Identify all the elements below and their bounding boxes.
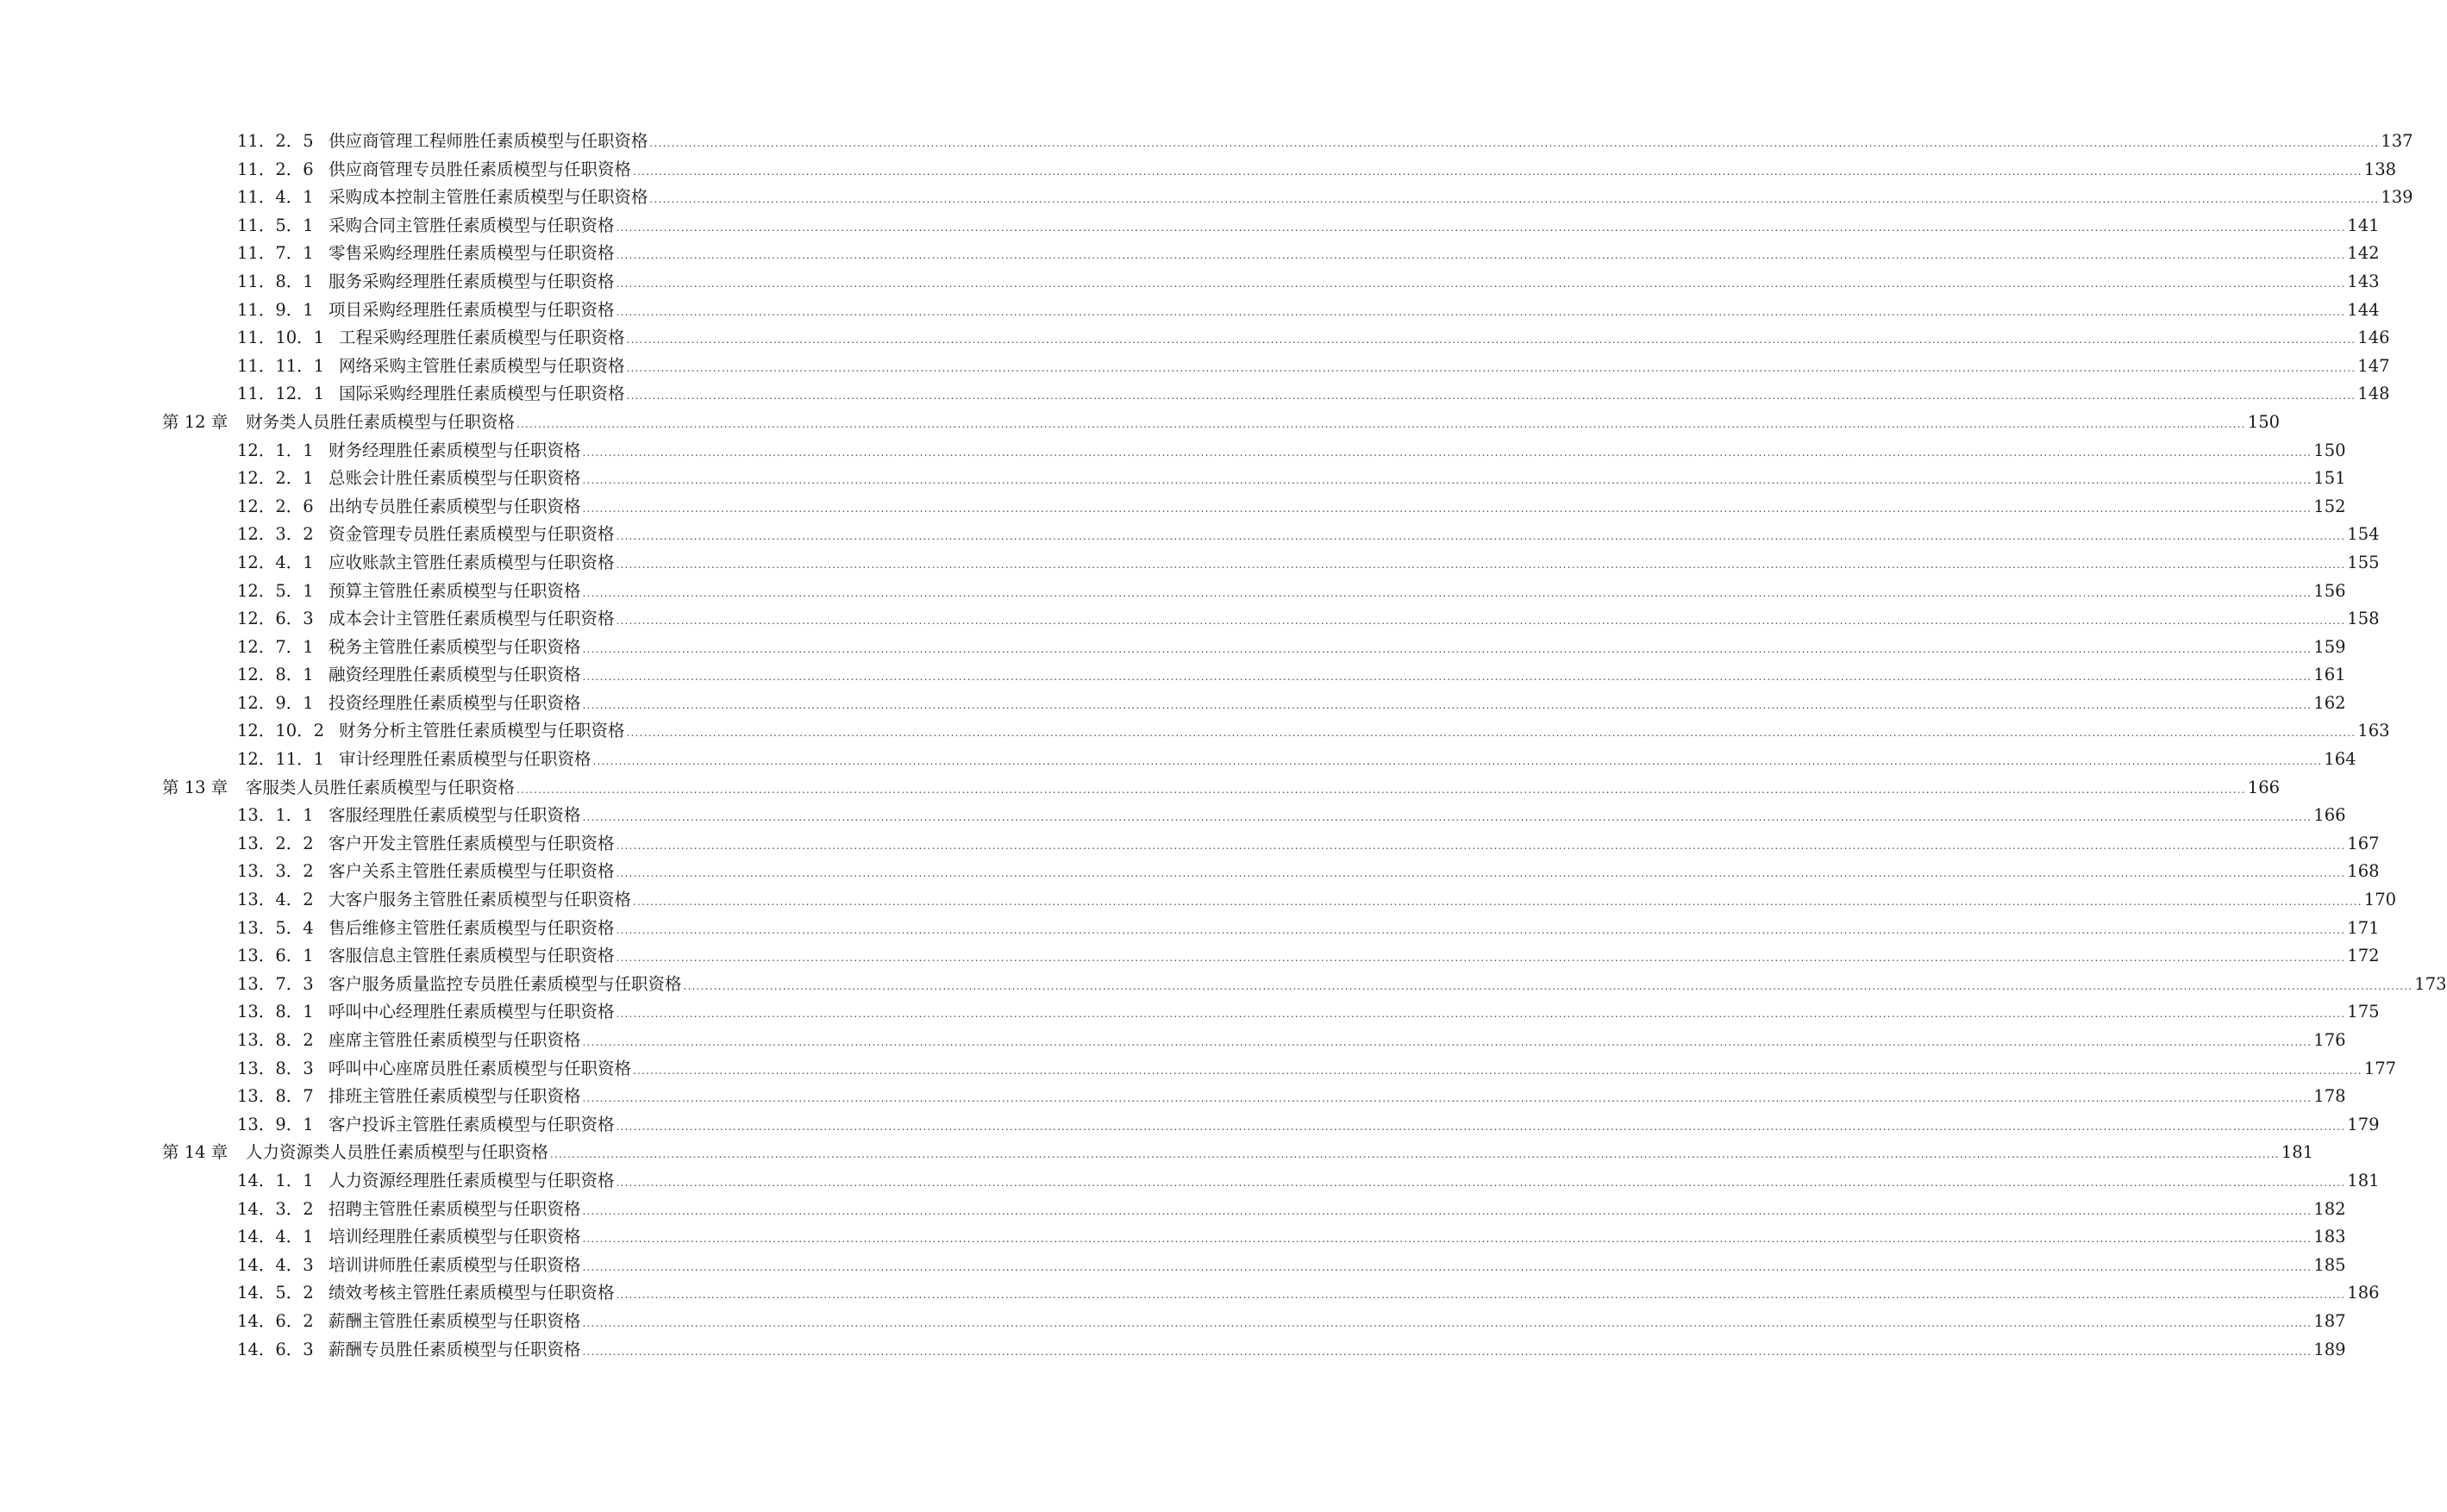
toc-entry-title: 采购合同主管胜任素质模型与任职资格	[329, 215, 615, 235]
toc-section-entry[interactable]	[0, 128, 2413, 156]
toc-entry-number: 11．8．1	[237, 271, 314, 291]
toc-entry-title-row	[329, 212, 2380, 242]
toc-entry-title-row	[329, 1223, 2346, 1253]
toc-entry-number: 14．4．1	[237, 1227, 314, 1247]
toc-entry-title: 网络采购主管胜任素质模型与任职资格	[339, 355, 625, 376]
toc-section-entry[interactable]	[0, 1336, 2346, 1365]
toc-entry-page-number: 175	[2347, 1002, 2380, 1022]
toc-section-entry[interactable]	[0, 1027, 2346, 1055]
toc-entry-title: 售后维修主管胜任素质模型与任职资格	[329, 917, 615, 938]
toc-section-entry[interactable]	[0, 746, 2356, 774]
toc-entry-title-row	[329, 971, 2447, 1001]
toc-entry-title-row	[246, 1139, 2314, 1169]
toc-entry-page-number: 151	[2313, 468, 2346, 489]
toc-entry-title: 供应商管理工程师胜任素质模型与任职资格	[329, 131, 648, 151]
dot-leader: ................................................................................................................................................................................................................................................................................................................................................................................................................	[582, 502, 2312, 515]
dot-leader: ................................................................................................................................................................................................................................................................................................................................................................................................................	[516, 783, 2246, 796]
toc-entry-title-row	[329, 634, 2346, 664]
toc-entry-number: 12．2．6	[237, 496, 314, 516]
toc-entry-number: 13．2．2	[237, 833, 314, 853]
toc-section-entry[interactable]	[0, 605, 2380, 634]
toc-section-entry[interactable]	[0, 324, 2390, 353]
dot-leader: ................................................................................................................................................................................................................................................................................................................................................................................................................	[582, 1204, 2312, 1217]
toc-entry-title-row	[329, 156, 2397, 186]
toc-entry-page-number: 167	[2347, 833, 2380, 853]
toc-entry-page-number: 189	[2313, 1339, 2346, 1359]
toc-entry-title: 客户关系主管胜任素质模型与任职资格	[329, 861, 615, 882]
toc-entry-number: 11．2．6	[237, 159, 314, 179]
toc-entry-title-row	[329, 268, 2380, 298]
toc-entry-page-number: 185	[2313, 1254, 2346, 1275]
toc-section-entry[interactable]	[0, 493, 2346, 522]
toc-entry-page-number: 161	[2313, 665, 2346, 685]
toc-entry-number: 11．12．1	[237, 384, 325, 404]
toc-entry-title-row	[329, 942, 2380, 972]
toc-entry-title: 薪酬主管胜任素质模型与任职资格	[329, 1310, 581, 1331]
toc-section-entry[interactable]	[0, 353, 2390, 381]
toc-entry-title: 呼叫中心经理胜任素质模型与任职资格	[329, 1002, 615, 1022]
toc-entry-title-row	[329, 1111, 2380, 1141]
toc-entry-number: 第 14 章	[162, 1142, 228, 1163]
toc-section-entry[interactable]	[0, 1055, 2397, 1084]
toc-entry-title-row	[329, 297, 2380, 327]
toc-entry-title: 大客户服务主管胜任素质模型与任职资格	[329, 890, 632, 910]
toc-entry-title: 服务采购经理胜任素质模型与任职资格	[329, 271, 615, 291]
toc-entry-title: 出纳专员胜任素质模型与任职资格	[329, 496, 581, 516]
toc-entry-title-row	[329, 578, 2346, 608]
toc-entry-page-number: 164	[2324, 749, 2356, 770]
dot-leader: ................................................................................................................................................................................................................................................................................................................................................................................................................	[616, 558, 2346, 571]
toc-entry-number: 13．8．2	[237, 1030, 314, 1050]
toc-entry-title-row	[329, 240, 2380, 270]
toc-entry-page-number: 178	[2313, 1086, 2346, 1107]
toc-entry-number: 13．8．1	[237, 1002, 314, 1022]
toc-entry-title: 项目采购经理胜任素质模型与任职资格	[329, 299, 615, 320]
toc-section-entry[interactable]	[0, 380, 2390, 409]
toc-entry-page-number: 166	[2247, 777, 2281, 797]
dot-leader: ................................................................................................................................................................................................................................................................................................................................................................................................................	[633, 1064, 2363, 1077]
dot-leader: ................................................................................................................................................................................................................................................................................................................................................................................................................	[649, 193, 2380, 206]
toc-entry-page-number: 143	[2347, 271, 2380, 291]
toc-entry-page-number: 182	[2313, 1198, 2346, 1219]
toc-entry-title: 财务经理胜任素质模型与任职资格	[329, 440, 581, 460]
toc-section-entry[interactable]	[0, 634, 2346, 662]
toc-entry-page-number: 186	[2347, 1283, 2380, 1303]
toc-section-entry[interactable]	[0, 521, 2380, 549]
toc-entry-page-number: 172	[2347, 946, 2380, 966]
toc-entry-title: 客服类人员胜任素质模型与任职资格	[246, 777, 516, 797]
toc-entry-title: 预算主管胜任素质模型与任职资格	[329, 580, 581, 601]
toc-entry-page-number: 152	[2313, 496, 2346, 516]
toc-entry-page-number: 176	[2313, 1030, 2346, 1050]
toc-entry-title: 培训讲师胜任素质模型与任职资格	[329, 1254, 581, 1275]
toc-entry-number: 11．2．5	[237, 131, 314, 151]
toc-section-entry[interactable]	[0, 549, 2380, 578]
dot-leader: ................................................................................................................................................................................................................................................................................................................................................................................................................	[626, 390, 2356, 403]
toc-entry-number: 12．11．1	[237, 749, 325, 770]
toc-entry-title: 客户服务质量监控专员胜任素质模型与任职资格	[329, 973, 682, 994]
toc-entry-number: 14．5．2	[237, 1283, 314, 1303]
dot-leader: ................................................................................................................................................................................................................................................................................................................................................................................................................	[616, 1120, 2346, 1133]
dot-leader: ................................................................................................................................................................................................................................................................................................................................................................................................................	[616, 1289, 2346, 1302]
dot-leader: ................................................................................................................................................................................................................................................................................................................................................................................................................	[582, 586, 2312, 599]
dot-leader: ................................................................................................................................................................................................................................................................................................................................................................................................................	[616, 952, 2346, 965]
toc-entry-number: 12．3．2	[237, 524, 314, 545]
toc-entry-title: 税务主管胜任素质模型与任职资格	[329, 636, 581, 657]
toc-entry-title: 排班主管胜任素质模型与任职资格	[329, 1086, 581, 1107]
toc-section-entry[interactable]	[0, 156, 2397, 184]
toc-entry-title-row	[246, 409, 2281, 439]
dot-leader: ................................................................................................................................................................................................................................................................................................................................................................................................................	[649, 137, 2380, 149]
toc-entry-title: 人力资源类人员胜任素质模型与任职资格	[246, 1142, 549, 1163]
toc-entry-title-row	[339, 324, 2390, 354]
dot-leader: ................................................................................................................................................................................................................................................................................................................................................................................................................	[633, 896, 2363, 909]
toc-entry-title: 财务类人员胜任素质模型与任职资格	[246, 411, 516, 432]
toc-entry-title-row	[329, 858, 2380, 888]
toc-entry-title-row	[329, 886, 2397, 916]
toc-entry-page-number: 137	[2381, 131, 2413, 151]
toc-section-entry[interactable]	[0, 661, 2346, 690]
toc-entry-title-row	[329, 465, 2346, 495]
toc-entry-title-row	[329, 1055, 2397, 1085]
toc-entry-title-row	[329, 549, 2380, 579]
toc-entry-page-number: 171	[2347, 917, 2380, 938]
toc-entry-title: 座席主管胜任素质模型与任职资格	[329, 1030, 581, 1050]
toc-entry-number: 13．6．1	[237, 946, 314, 966]
dot-leader: ................................................................................................................................................................................................................................................................................................................................................................................................................	[582, 698, 2312, 711]
toc-entry-title-row	[329, 802, 2346, 832]
toc-section-entry[interactable]	[0, 212, 2380, 241]
toc-entry-number: 12．5．1	[237, 580, 314, 601]
dot-leader: ................................................................................................................................................................................................................................................................................................................................................................................................................	[582, 1092, 2312, 1105]
toc-entry-title: 人力资源经理胜任素质模型与任职资格	[329, 1170, 615, 1190]
toc-entry-number: 14．1．1	[237, 1170, 314, 1190]
toc-entry-page-number: 144	[2347, 299, 2380, 320]
toc-entry-number: 13．8．7	[237, 1086, 314, 1107]
toc-entry-title-row	[329, 493, 2346, 523]
toc-entry-title-row	[329, 605, 2380, 635]
toc-entry-title-row	[329, 1196, 2346, 1226]
toc-entry-number: 14．3．2	[237, 1198, 314, 1219]
toc-entry-title-row	[329, 661, 2346, 691]
dot-leader: ................................................................................................................................................................................................................................................................................................................................................................................................................	[633, 165, 2363, 178]
toc-entry-number: 14．6．2	[237, 1310, 314, 1331]
toc-section-entry[interactable]	[0, 437, 2346, 465]
toc-entry-title: 培训经理胜任素质模型与任职资格	[329, 1227, 581, 1247]
toc-entry-page-number: 173	[2414, 973, 2447, 994]
dot-leader: ................................................................................................................................................................................................................................................................................................................................................................................................................	[582, 1036, 2312, 1048]
toc-entry-number: 13．8．3	[237, 1058, 314, 1078]
toc-chapter-entry[interactable]	[0, 1139, 2314, 1167]
toc-entry-page-number: 187	[2313, 1310, 2346, 1331]
toc-section-entry[interactable]	[0, 268, 2380, 297]
toc-entry-title-row	[329, 1279, 2380, 1309]
toc-entry-page-number: 156	[2313, 580, 2346, 601]
toc-chapter-entry[interactable]	[0, 409, 2281, 437]
toc-entry-page-number: 150	[2313, 440, 2346, 460]
toc-section-entry[interactable]	[0, 1252, 2346, 1280]
toc-entry-title: 呼叫中心座席员胜任素质模型与任职资格	[329, 1058, 632, 1078]
toc-entry-number: 13．7．3	[237, 973, 314, 994]
dot-leader: ................................................................................................................................................................................................................................................................................................................................................................................................................	[582, 1345, 2312, 1358]
toc-entry-page-number: 166	[2313, 805, 2346, 826]
toc-entry-title: 资金管理专员胜任素质模型与任职资格	[329, 524, 615, 545]
toc-chapter-entry[interactable]	[0, 774, 2281, 803]
toc-section-entry[interactable]	[0, 830, 2380, 859]
dot-leader: ................................................................................................................................................................................................................................................................................................................................................................................................................	[592, 755, 2323, 768]
dot-leader: ................................................................................................................................................................................................................................................................................................................................................................................................................	[582, 474, 2312, 487]
toc-entry-title: 绩效考核主管胜任素质模型与任职资格	[329, 1283, 615, 1303]
toc-entry-title: 薪酬专员胜任素质模型与任职资格	[329, 1339, 581, 1359]
toc-entry-title-row	[329, 184, 2413, 214]
toc-section-entry[interactable]	[0, 886, 2397, 915]
toc-entry-page-number: 168	[2347, 861, 2380, 882]
dot-leader: ................................................................................................................................................................................................................................................................................................................................................................................................................	[626, 361, 2356, 374]
dot-leader: ................................................................................................................................................................................................................................................................................................................................................................................................................	[616, 530, 2346, 543]
dot-leader: ................................................................................................................................................................................................................................................................................................................................................................................................................	[626, 334, 2356, 347]
toc-entry-page-number: 142	[2347, 243, 2380, 264]
toc-entry-number: 11．9．1	[237, 299, 314, 320]
toc-entry-number: 12．4．1	[237, 552, 314, 572]
toc-entry-title: 零售采购经理胜任素质模型与任职资格	[329, 243, 615, 264]
dot-leader: ................................................................................................................................................................................................................................................................................................................................................................................................................	[582, 1260, 2312, 1273]
toc-section-entry[interactable]	[0, 1279, 2380, 1308]
toc-entry-number: 11．5．1	[237, 215, 314, 235]
toc-entry-title: 客户投诉主管胜任素质模型与任职资格	[329, 1114, 615, 1134]
toc-entry-number: 12．9．1	[237, 692, 314, 713]
dot-leader: ................................................................................................................................................................................................................................................................................................................................................................................................................	[582, 642, 2312, 655]
toc-entry-page-number: 148	[2357, 384, 2390, 404]
table-of-contents	[0, 128, 2447, 1364]
toc-entry-page-number: 158	[2347, 609, 2380, 629]
toc-entry-number: 12．7．1	[237, 636, 314, 657]
toc-section-entry[interactable]	[0, 915, 2380, 943]
toc-section-entry[interactable]	[0, 465, 2346, 493]
toc-entry-page-number: 154	[2347, 524, 2380, 545]
toc-entry-title: 投资经理胜任素质模型与任职资格	[329, 692, 581, 713]
toc-entry-number: 14．4．3	[237, 1254, 314, 1275]
toc-entry-page-number: 150	[2247, 411, 2281, 432]
toc-entry-number: 11．7．1	[237, 243, 314, 264]
toc-entry-title-row	[329, 128, 2413, 158]
toc-entry-page-number: 181	[2281, 1142, 2314, 1163]
toc-entry-title: 国际采购经理胜任素质模型与任职资格	[339, 384, 625, 404]
toc-entry-page-number: 170	[2363, 890, 2397, 910]
toc-section-entry[interactable]	[0, 578, 2346, 606]
dot-leader: ................................................................................................................................................................................................................................................................................................................................................................................................................	[616, 305, 2346, 318]
toc-entry-number: 13．5．4	[237, 917, 314, 938]
toc-entry-title: 财务分析主管胜任素质模型与任职资格	[339, 721, 625, 741]
toc-entry-title-row	[329, 690, 2346, 720]
toc-section-entry[interactable]	[0, 1167, 2380, 1196]
toc-entry-number: 13．1．1	[237, 805, 314, 826]
toc-entry-title: 客户开发主管胜任素质模型与任职资格	[329, 833, 615, 853]
toc-entry-page-number: 138	[2363, 159, 2397, 179]
dot-leader: ................................................................................................................................................................................................................................................................................................................................................................................................................	[616, 221, 2346, 234]
toc-entry-title: 工程采购经理胜任素质模型与任职资格	[339, 328, 625, 348]
toc-entry-title-row	[329, 998, 2380, 1028]
toc-section-entry[interactable]	[0, 1111, 2380, 1140]
toc-entry-number: 14．6．3	[237, 1339, 314, 1359]
toc-entry-title-row	[329, 1336, 2346, 1366]
toc-entry-title: 客服经理胜任素质模型与任职资格	[329, 805, 581, 826]
toc-entry-title-row	[329, 437, 2346, 467]
toc-entry-title: 成本会计主管胜任素质模型与任职资格	[329, 609, 615, 629]
toc-entry-number: 13．3．2	[237, 861, 314, 882]
toc-entry-number: 13．4．2	[237, 890, 314, 910]
toc-entry-title: 审计经理胜任素质模型与任职资格	[339, 749, 591, 770]
toc-entry-number: 12．2．1	[237, 468, 314, 489]
toc-section-entry[interactable]	[0, 971, 2447, 999]
toc-entry-title: 客服信息主管胜任素质模型与任职资格	[329, 946, 615, 966]
toc-entry-page-number: 163	[2357, 721, 2390, 741]
toc-entry-title: 采购成本控制主管胜任素质模型与任职资格	[329, 187, 648, 208]
toc-entry-page-number: 162	[2313, 692, 2346, 713]
toc-entry-page-number: 139	[2381, 187, 2413, 208]
toc-section-entry[interactable]	[0, 1083, 2346, 1111]
toc-section-entry[interactable]	[0, 690, 2346, 718]
toc-entry-number: 12．1．1	[237, 440, 314, 460]
toc-entry-title-row	[329, 1308, 2346, 1338]
toc-entry-number: 13．9．1	[237, 1114, 314, 1134]
toc-entry-number: 12．8．1	[237, 665, 314, 685]
toc-entry-page-number: 179	[2347, 1114, 2380, 1134]
dot-leader: ................................................................................................................................................................................................................................................................................................................................................................................................................	[616, 249, 2346, 262]
toc-entry-title-row	[329, 521, 2380, 551]
toc-entry-page-number: 177	[2363, 1058, 2397, 1078]
toc-entry-page-number: 147	[2357, 355, 2390, 376]
toc-entry-number: 12．6．3	[237, 609, 314, 629]
toc-entry-number: 12．10．2	[237, 721, 325, 741]
toc-entry-title-row	[329, 915, 2380, 945]
toc-section-entry[interactable]	[0, 942, 2380, 971]
dot-leader: ................................................................................................................................................................................................................................................................................................................................................................................................................	[582, 1233, 2312, 1246]
toc-section-entry[interactable]	[0, 297, 2380, 325]
toc-entry-number: 第 12 章	[162, 411, 228, 432]
dot-leader: ................................................................................................................................................................................................................................................................................................................................................................................................................	[616, 867, 2346, 880]
dot-leader: ................................................................................................................................................................................................................................................................................................................................................................................................................	[616, 839, 2346, 852]
toc-entry-title: 总账会计胜任素质模型与任职资格	[329, 468, 581, 489]
dot-leader: ................................................................................................................................................................................................................................................................................................................................................................................................................	[582, 811, 2312, 824]
toc-entry-title-row	[339, 380, 2390, 410]
toc-section-entry[interactable]	[0, 802, 2346, 830]
dot-leader: ................................................................................................................................................................................................................................................................................................................................................................................................................	[683, 979, 2413, 992]
toc-section-entry[interactable]	[0, 184, 2413, 212]
toc-entry-title-row	[339, 353, 2390, 383]
dot-leader: ................................................................................................................................................................................................................................................................................................................................................................................................................	[616, 277, 2346, 290]
toc-section-entry[interactable]	[0, 240, 2380, 268]
toc-entry-number: 11．4．1	[237, 187, 314, 208]
toc-entry-number: 第 13 章	[162, 777, 228, 797]
toc-entry-number: 11．11．1	[237, 355, 325, 376]
toc-entry-title-row	[329, 1167, 2380, 1197]
dot-leader: ................................................................................................................................................................................................................................................................................................................................................................................................................	[582, 446, 2312, 459]
toc-entry-page-number: 146	[2357, 328, 2390, 348]
dot-leader: ................................................................................................................................................................................................................................................................................................................................................................................................................	[616, 615, 2346, 628]
toc-section-entry[interactable]	[0, 1308, 2346, 1336]
toc-section-entry[interactable]	[0, 1223, 2346, 1252]
toc-entry-page-number: 181	[2347, 1170, 2380, 1190]
toc-entry-title: 应收账款主管胜任素质模型与任职资格	[329, 552, 615, 572]
dot-leader: ................................................................................................................................................................................................................................................................................................................................................................................................................	[616, 923, 2346, 936]
toc-entry-page-number: 155	[2347, 552, 2380, 572]
toc-entry-title-row	[329, 1083, 2346, 1113]
dot-leader: ................................................................................................................................................................................................................................................................................................................................................................................................................	[626, 727, 2356, 740]
toc-entry-page-number: 141	[2347, 215, 2380, 235]
dot-leader: ................................................................................................................................................................................................................................................................................................................................................................................................................	[616, 1176, 2346, 1189]
dot-leader: ................................................................................................................................................................................................................................................................................................................................................................................................................	[550, 1148, 2280, 1161]
toc-section-entry[interactable]	[0, 717, 2390, 746]
toc-entry-title: 供应商管理专员胜任素质模型与任职资格	[329, 159, 632, 179]
toc-entry-title-row	[329, 1252, 2346, 1282]
toc-section-entry[interactable]	[0, 998, 2380, 1027]
toc-entry-title-row	[329, 830, 2380, 860]
dot-leader: ................................................................................................................................................................................................................................................................................................................................................................................................................	[582, 671, 2312, 684]
toc-entry-number: 11．10．1	[237, 328, 325, 348]
toc-section-entry[interactable]	[0, 858, 2380, 886]
toc-entry-title-row	[246, 774, 2281, 804]
dot-leader: ................................................................................................................................................................................................................................................................................................................................................................................................................	[616, 1008, 2346, 1021]
dot-leader: ................................................................................................................................................................................................................................................................................................................................................................................................................	[582, 1316, 2312, 1329]
toc-entry-title-row	[329, 1027, 2346, 1057]
toc-entry-page-number: 159	[2313, 636, 2346, 657]
dot-leader: ................................................................................................................................................................................................................................................................................................................................................................................................................	[516, 417, 2246, 430]
toc-entry-title: 招聘主管胜任素质模型与任职资格	[329, 1198, 581, 1219]
toc-entry-title-row	[339, 746, 2356, 776]
toc-entry-title-row	[339, 717, 2390, 747]
toc-entry-page-number: 183	[2313, 1227, 2346, 1247]
toc-section-entry[interactable]	[0, 1196, 2346, 1224]
toc-entry-title: 融资经理胜任素质模型与任职资格	[329, 665, 581, 685]
